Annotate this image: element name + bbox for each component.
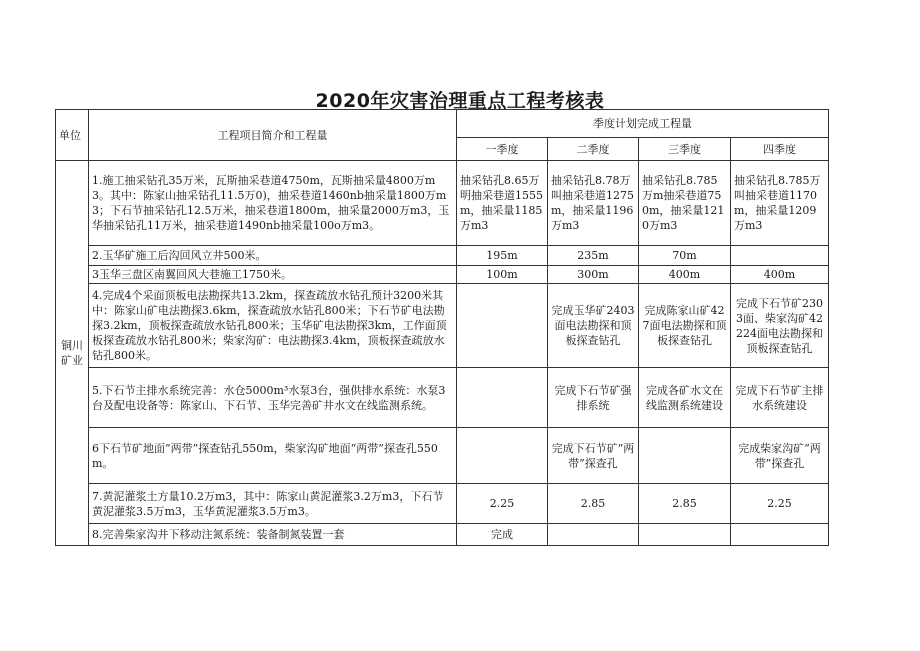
q4-cell: 完成柴家沟矿“两带”探查孔 [731, 428, 829, 484]
header-q3: 三季度 [639, 138, 731, 161]
q4-cell: 400m [731, 266, 829, 284]
header-q2: 二季度 [548, 138, 639, 161]
q4-cell [731, 524, 829, 546]
q1-cell: 抽采钻孔8.65万明抽采巷道1555m，抽采量1185万m3 [457, 161, 548, 246]
q3-cell: 400m [639, 266, 731, 284]
q3-cell: 完成陈家山矿427面电法勘探和顶板探查钻孔 [639, 284, 731, 368]
header-unit: 单位 [56, 110, 89, 161]
project-cell: 3玉华三盘区南翼回风大巷施工1750米。 [89, 266, 457, 284]
q1-cell [457, 428, 548, 484]
q4-cell: 2.25 [731, 484, 829, 524]
assessment-table [55, 109, 829, 546]
table-row [56, 428, 829, 484]
q2-cell [548, 524, 639, 546]
project-cell: 1.施工抽采钻孔35万米，瓦斯抽采巷道4750m，瓦斯抽采量4800万m3。其中：陈家山抽采钻孔11.5万0)，抽采巷道1460nb抽采量1800万m3；下石节抽采钻孔12.5万米，抽采巷道1800m，抽采量2000万m3，玉华抽采钻孔11万米，抽采巷道1490nb抽采量100o万m3。 [89, 161, 457, 246]
project-cell: 7.黄泥灌浆土方量10.2万m3，其中：陈家山黄泥灌浆3.2万m3，下石节黄泥灌浆3.5万m3，玉华黄泥灌浆3.5万m3。 [89, 484, 457, 524]
table-row [56, 266, 829, 284]
q3-cell: 70m [639, 246, 731, 266]
q1-cell [457, 284, 548, 368]
unit-cell: 铜川矿业 [56, 161, 89, 546]
q4-cell: 抽采钻孔8.785万叫抽采巷道1170m，抽采量1209万m3 [731, 161, 829, 246]
q2-cell: 300m [548, 266, 639, 284]
project-cell: 2.玉华矿施工后沟回风立井500米。 [89, 246, 457, 266]
project-cell: 6下石节矿地面”两带”探查钻孔550m，柴家沟矿地面“两带”探查孔550m。 [89, 428, 457, 484]
q1-cell [457, 368, 548, 428]
q1-cell: 195m [457, 246, 548, 266]
table-row [56, 161, 829, 246]
header-q4: 四季度 [731, 138, 829, 161]
header-quarterly-plan: 季度计划完成工程量 [457, 110, 829, 138]
project-cell: 4.完成4个采面顶板电法勘探共13.2km，探查疏放水钻孔预计3200米其中：陈家山矿电法勘探3.6km，探查疏放水钻孔800米；下石节矿电法勘探3.2km，顶板探查疏放水钻孔800米；玉华矿电法勘探3km，工作面顶板探查疏放水钻孔800米；柴家沟矿：电法勘探3.4km，顶板探查疏放水钻孔800米。 [89, 284, 457, 368]
q3-cell: 抽采钻孔8.785万m抽采巷道750m，抽采量1210万m3 [639, 161, 731, 246]
q1-cell: 完成 [457, 524, 548, 546]
q2-cell: 完成玉华矿2403面电法勘探和顶板探查钻孔 [548, 284, 639, 368]
q3-cell: 2.85 [639, 484, 731, 524]
q4-cell: 完成下石节矿2303面、柴家沟矿42224面电法勘探和顶板探查钻孔 [731, 284, 829, 368]
table-row [56, 484, 829, 524]
q2-cell: 2.85 [548, 484, 639, 524]
q2-cell: 抽采钻孔8.78万叫抽采巷道1275m，抽采量1196万m3 [548, 161, 639, 246]
header-project: 工程项目简介和工程量 [89, 110, 457, 161]
q3-cell: 完成各矿水文在线监测系统建设 [639, 368, 731, 428]
q2-cell: 235m [548, 246, 639, 266]
table-row [56, 524, 829, 546]
project-cell: 8.完善柴家沟井下移动注氮系统：装备制氮装置一套 [89, 524, 457, 546]
q4-cell: 完成下石节矿主排水系统建设 [731, 368, 829, 428]
q3-cell [639, 524, 731, 546]
q3-cell [639, 428, 731, 484]
q1-cell: 2.25 [457, 484, 548, 524]
q4-cell [731, 246, 829, 266]
header-q1: 一季度 [457, 138, 548, 161]
table-row [56, 246, 829, 266]
q2-cell: 完成下石节矿强排系统 [548, 368, 639, 428]
q2-cell: 完成下石节矿“两带”探查孔 [548, 428, 639, 484]
page-title: 2020年灾害治理重点工程考核表 [315, 90, 605, 112]
table-row [56, 368, 829, 428]
table-row [56, 284, 829, 368]
project-cell: 5.下石节主排水系统完善：水仓5000m³水泵3台，强供排水系统：水泵3台及配电设备等：陈家山、下石节、玉华完善矿井水文在线监测系统。 [89, 368, 457, 428]
q1-cell: 100m [457, 266, 548, 284]
